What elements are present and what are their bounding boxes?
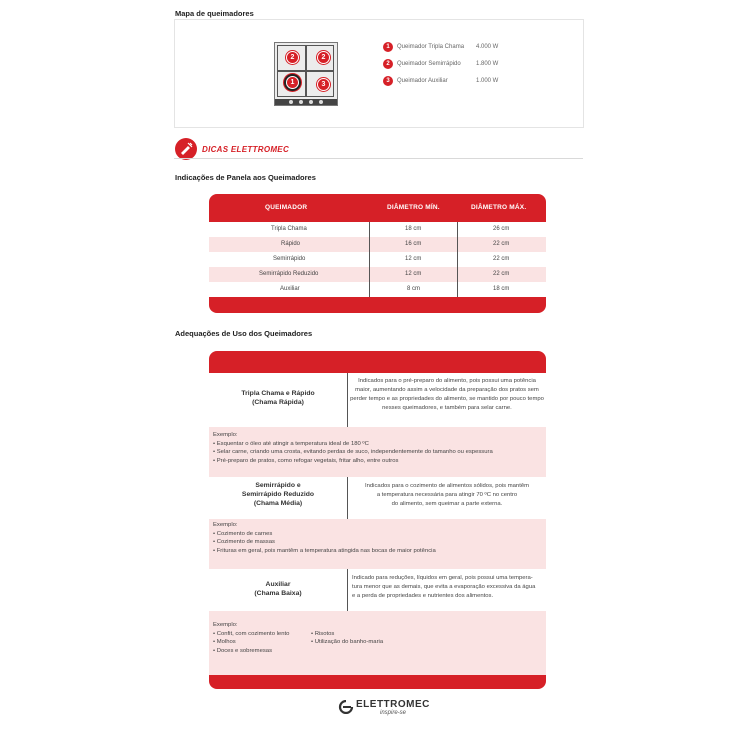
- table1-title: Indicações de Panela aos Queimadores: [175, 173, 316, 182]
- header-max-diameter: DIÂMETRO MÁX.: [471, 204, 527, 211]
- legend-number: 1: [383, 42, 393, 52]
- usage-table-header: [209, 351, 546, 373]
- legend-burner-name: Queimador Auxiliar: [397, 78, 448, 84]
- examples-block: [209, 611, 546, 675]
- table-row: [209, 252, 546, 267]
- brand-name: ELETTROMEC: [356, 699, 430, 710]
- tip-icon: [175, 138, 197, 160]
- section-name: Tripla Chama e Rápido (Chama Rápida): [241, 390, 315, 406]
- legend-number: 2: [383, 59, 393, 69]
- cooktop-illustration: [274, 42, 338, 106]
- cell-max: 22 cm: [493, 271, 510, 277]
- burner-badge: 2: [317, 51, 330, 64]
- examples-block: [209, 519, 546, 569]
- cell-burner: Tripla Chama: [271, 226, 307, 232]
- cell-max: 26 cm: [493, 226, 510, 232]
- control-knobs-strip: [275, 99, 337, 105]
- map-title: Mapa de queimadores: [175, 9, 254, 18]
- examples-list: Exemplo: • Esquentar o óleo até atingir a temperatura ideal de 180 ºC • Selar carne, criando uma crosta, evitando perdas de suco, independentemente do tamanho ou espessura • Pré-preparo de pratos, como refogar vegetais, fritar alho, entre outros: [213, 432, 493, 464]
- legend-burner-name: Queimador Semirrápido: [397, 61, 461, 67]
- usage-table-footer: [209, 675, 546, 689]
- cell-min: 8 cm: [407, 286, 421, 292]
- table-row: [209, 282, 546, 297]
- tips-heading: DICAS ELETTROMEC: [202, 145, 290, 154]
- section-description: Indicados para o pré-preparo do alimento, pois possui uma potência maior, aumentando assim a velocidade da preparação dos pratos sem perder tempo e as propriedades do alimento, se mantido por pouco tempo nesses queimadores, e também para selar carne.: [350, 378, 544, 411]
- cell-min: 16 cm: [405, 241, 422, 247]
- examples-list: Exemplo: • Cozimento de carnes • Cozimento de massas • Frituras em geral, pois mantêm a temperatura atingida nas bocas de maior potência: [213, 522, 436, 554]
- table2-title: Adequações de Uso dos Queimadores: [175, 329, 313, 338]
- section-name: Auxiliar (Chama Baixa): [254, 581, 302, 597]
- legend-burner-power: 1.800 W: [476, 61, 499, 67]
- cell-burner: Semirrápido Reduzido: [259, 271, 319, 277]
- cell-max: 22 cm: [493, 256, 510, 262]
- cell-burner: Rápido: [281, 241, 301, 247]
- cell-max: 22 cm: [493, 241, 510, 247]
- table-header: [209, 194, 546, 222]
- cell-max: 18 cm: [493, 286, 510, 292]
- section-description: Indicado para reduções, líquidos em geral, pois possui uma tempera- tura menor que as demais, que evita a evaporação excessiva da água e a perda de propriedades e nutrientes dos alimentos.: [352, 575, 536, 599]
- brand-logo-icon: [338, 700, 354, 714]
- examples-list: Exemplo: • Confit, com cozimento lento • Molhos • Doces e sobremesas: [213, 622, 290, 654]
- examples-block: [209, 427, 546, 477]
- table-row: [209, 222, 546, 237]
- legend-burner-power: 1.000 W: [476, 78, 499, 84]
- header-min-diameter: DIÂMETRO MÍN.: [387, 204, 440, 211]
- section-description: Indicados para o cozimento de alimentos sólidos, pois mantêm a temperatura necessária para atingir 70 ºC no centro do alimento, sem queimar a parte externa.: [364, 483, 530, 507]
- burner-badge: 1: [286, 76, 299, 89]
- legend-burner-power: 4.000 W: [476, 44, 499, 50]
- burner-badge: 2: [286, 51, 299, 64]
- legend-number: 3: [383, 76, 393, 86]
- examples-list-col2: • Risotos • Utilização do banho-maria: [311, 630, 384, 645]
- cell-min: 12 cm: [405, 271, 422, 277]
- table-row: [209, 237, 546, 252]
- pan-size-table: [209, 194, 546, 314]
- table-footer: [209, 297, 546, 313]
- cell-burner: Auxiliar: [280, 286, 300, 292]
- burner-badge: 3: [317, 78, 330, 91]
- header-burner: QUEIMADOR: [265, 204, 308, 211]
- brand-tagline: inspire-se: [380, 710, 407, 716]
- section-name: Semirrápido e Semirrápido Reduzido (Chama Média): [241, 482, 315, 507]
- legend-burner-name: Queimador Tripla Chama: [397, 44, 465, 50]
- cell-min: 18 cm: [405, 226, 422, 232]
- cell-burner: Semirrápido: [273, 256, 306, 262]
- cell-min: 12 cm: [405, 256, 422, 262]
- table-row: [209, 267, 546, 282]
- burner-map-box: [174, 19, 584, 128]
- divider: [174, 158, 583, 159]
